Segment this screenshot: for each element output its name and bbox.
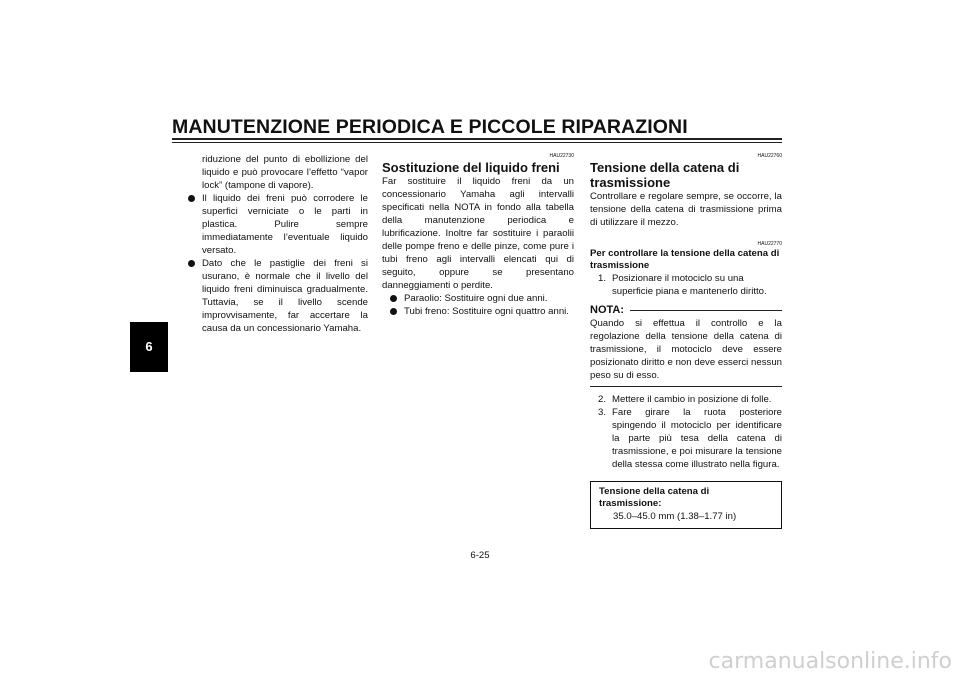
section-title: Tensione della catena di trasmissione	[590, 160, 740, 190]
step-number: 3.	[598, 407, 607, 418]
step-item	[590, 406, 782, 471]
bullet-item: Paraolio: Sostituire ogni due anni.	[388, 292, 574, 305]
note-text: Quando si effettua il controllo e la regolazione della tensione della catena di trasmissione, il motociclo deve essere posizionato diritto e non deve esserci nessun peso su di esso.	[590, 318, 782, 381]
step-text: Mettere il cambio in posizione di folle.	[612, 394, 772, 405]
header-rule-thin	[172, 142, 782, 143]
spec-box	[590, 481, 782, 529]
step-number: 2.	[598, 394, 607, 405]
spec-value: 35.0–45.0 mm (1.38–1.77 in)	[613, 511, 737, 522]
column-middle	[382, 153, 574, 318]
chapter-tab: 6	[130, 322, 168, 372]
note-end-rule	[590, 386, 782, 387]
bullet-item: Il liquido dei freni può corrodere le superfici verniciate o le parti in plastica. Pulire sempre immediatamente l’eventuale liquido versato.	[186, 192, 368, 257]
continued-paragraph: riduzione del punto di ebollizione del liquido e può provocare l’effetto “vapor lock” (tampone di vapore).	[202, 154, 368, 191]
section-body: Controllare e regolare sempre, se occorre, la tensione della catena di trasmissione prima di utilizzare il mezzo.	[590, 191, 782, 228]
column-right	[590, 153, 782, 529]
subsection-title: Per controllare la tensione della catena di trasmissione	[590, 248, 780, 271]
section-code: HAU22730	[549, 153, 574, 159]
step-item	[590, 393, 782, 406]
bullet-item: Dato che le pastiglie dei freni si usurano, è normale che il livello del liquido freni diminuisca gradualmente. Tuttavia, se il livello scende improvvisamente, far accertare la causa da un concessionario Yamaha.	[186, 257, 368, 335]
page-number: 6-25	[470, 550, 490, 561]
column-left	[186, 153, 368, 335]
bullet-item: Tubi freno: Sostituire ogni quattro anni.	[388, 305, 574, 318]
note-header	[590, 304, 782, 317]
note-label: NOTA:	[590, 304, 625, 316]
section-title: Sostituzione del liquido freni	[382, 160, 560, 175]
section-code: HAU22760	[757, 153, 782, 159]
page-title: MANUTENZIONE PERIODICA E PICCOLE RIPARAZIONI	[172, 116, 688, 138]
section-code: HAU22770	[757, 241, 782, 247]
spec-label: Tensione della catena di trasmissione:	[599, 486, 710, 509]
step-item	[590, 272, 782, 298]
section-body: Far sostituire il liquido freni da un concessionario Yamaha agli intervalli specificati nella NOTA in fondo alla tabella della manutenzione periodica e lubrificazione. Inoltre far sostituire i paraolii delle pompe freno e delle pinze, come pure i tubi freno agli intervalli elencati qui di seguito, oppure se presentano danneggiamenti o perdite.	[382, 176, 574, 291]
step-text: Posizionare il motociclo su una superficie piana e mantenerlo diritto.	[612, 273, 767, 297]
step-number: 1.	[598, 273, 607, 284]
step-text: Fare girare la ruota posteriore spingendo il motociclo per identificare la parte più tesa della catena di trasmissione, e poi misurare la tensione della stessa come illustrato nella figura.	[612, 407, 782, 470]
watermark: carmanualsonline.info	[708, 649, 952, 674]
header-rule	[172, 138, 782, 140]
note-rule	[630, 310, 782, 311]
